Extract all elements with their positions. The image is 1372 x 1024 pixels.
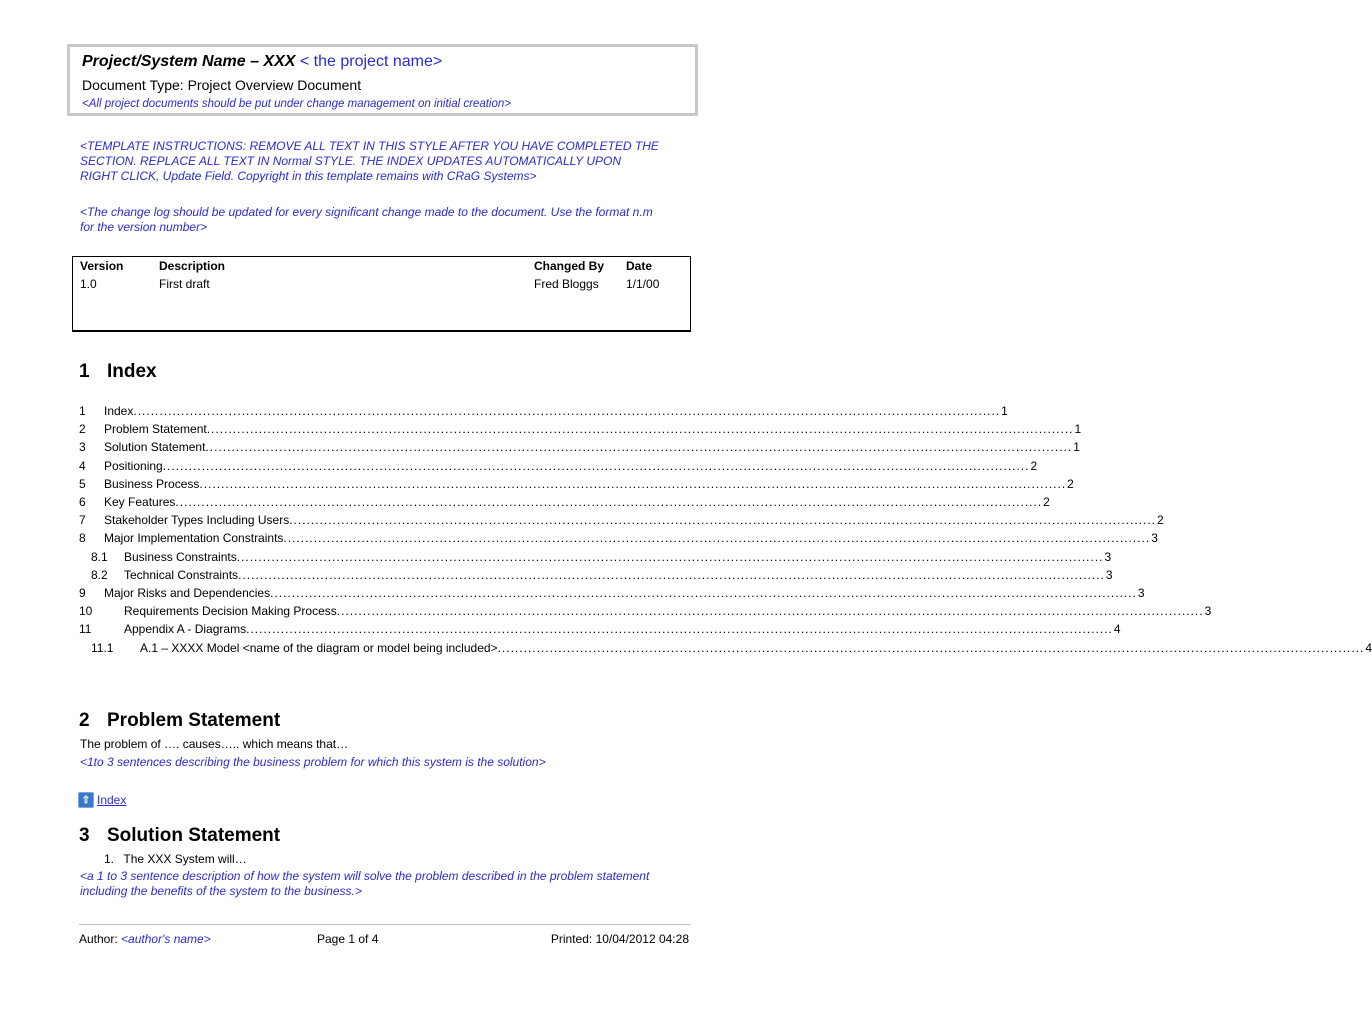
toc-entry[interactable] (79, 531, 1158, 548)
toc-leader-dots: ........................................................................................................................................................................................................ (283, 531, 1151, 546)
section-title: Solution Statement (107, 825, 281, 846)
toc-page-number: 2 (1030, 458, 1038, 473)
toc-title[interactable]: Technical Constraints (124, 567, 239, 582)
toc-page-number: 1 (1001, 404, 1008, 418)
list-text: The XXX System will… (123, 852, 247, 866)
up-arrow-icon[interactable]: ⇧ (78, 792, 94, 808)
toc-number: 3 (79, 440, 86, 455)
instruction-line: SECTION. REPLACE ALL TEXT IN Normal STYLE. THE INDEX UPDATES AUTOMATICALLY UPON (80, 154, 622, 168)
toc-page-number: 2 (1043, 495, 1050, 509)
instruction-line: <The change log should be updated for every significant change made to the document. Use the format n.m (80, 205, 653, 219)
toc-entry[interactable] (79, 422, 1082, 439)
column-header-version: Version (80, 259, 124, 273)
table-cell-date: 1/1/00 (626, 277, 660, 291)
toc-title[interactable]: Business Process (104, 476, 200, 491)
footer-divider (79, 924, 690, 925)
toc-leader-dots: ........................................................................................................................................................................................................ (336, 604, 1204, 619)
toc-number: 4 (79, 458, 86, 473)
toc-entry[interactable] (79, 476, 1074, 494)
toc-page-number: 3 (1204, 604, 1212, 619)
toc-page-number: 3 (1137, 586, 1145, 600)
toc-leader-dots: ........................................................................................................................................................................................................ (289, 513, 1157, 528)
toc-leader-dots: ........................................................................................................................................................................................................ (270, 586, 1137, 600)
column-header-changed-by: Changed By (534, 259, 605, 273)
toc-number: 5 (79, 476, 86, 491)
index-link-label[interactable]: Index (97, 793, 127, 807)
toc-page-number: 3 (1151, 531, 1158, 546)
toc-number: 2 (79, 422, 86, 437)
title-text: Project/System Name – XXX (82, 53, 296, 70)
instruction-line: RIGHT CLICK, Update Field. Copyright in this template remains with CRaG Systems> (80, 169, 537, 183)
toc-entry[interactable] (79, 604, 1212, 621)
document-header-box (67, 44, 698, 116)
toc-title[interactable]: Problem Statement (104, 422, 207, 437)
toc-entry[interactable] (79, 440, 1080, 457)
toc-leader-dots: ........................................................................................................................................................................................................ (162, 458, 1030, 473)
toc-number: 8.2 (91, 567, 108, 582)
template-instructions (80, 139, 700, 184)
toc-leader-dots: ........................................................................................................................................................................................................ (246, 622, 1113, 637)
toc-entry[interactable] (79, 640, 1372, 658)
toc-entry[interactable] (79, 404, 1008, 421)
change-log-table (72, 256, 691, 332)
toc-leader-dots: ........................................................................................................................................................................................................ (236, 549, 1104, 564)
toc-entry[interactable] (79, 622, 1121, 639)
section-number: 3 (79, 825, 90, 846)
toc-entry[interactable] (79, 549, 1112, 567)
toc-leader-dots: ........................................................................................................................................................................................................ (238, 567, 1105, 582)
toc-page-number: 1 (1074, 422, 1082, 437)
problem-instruction: <1to 3 sentences describing the business problem for which this system is the solution> (80, 755, 546, 769)
section-title: Problem Statement (107, 710, 281, 731)
toc-title[interactable]: Major Implementation Constraints (104, 531, 284, 546)
section-heading-solution (79, 825, 280, 847)
toc-title[interactable]: Key Features (104, 495, 176, 509)
toc-number: 11.1 (91, 640, 114, 655)
toc-title[interactable]: A.1 – XXXX Model <name of the diagram or model being included> (140, 640, 498, 655)
toc-title[interactable]: Positioning (104, 458, 163, 473)
toc-leader-dots: ........................................................................................................................................................................................................ (497, 640, 1365, 655)
toc-page-number: 4 (1113, 622, 1121, 637)
column-header-date: Date (626, 259, 653, 273)
solution-list-item (104, 852, 247, 866)
section-number: 2 (79, 710, 90, 731)
author-value: <author's name> (121, 932, 211, 946)
problem-text: The problem of …. causes….. which means that… (80, 737, 349, 751)
toc-number: 7 (79, 513, 86, 528)
instruction-line: <TEMPLATE INSTRUCTIONS: REMOVE ALL TEXT IN THIS STYLE AFTER YOU HAVE COMPLETED THE (80, 139, 659, 153)
toc-title[interactable]: Requirements Decision Making Process (124, 604, 337, 619)
toc-page-number: 3 (1105, 567, 1113, 582)
toc-number: 1 (79, 404, 86, 418)
list-number: 1. (104, 852, 115, 866)
instruction-line: including the benefits of the system to the business.> (80, 884, 362, 898)
toc-entry[interactable] (79, 458, 1038, 476)
column-header-description: Description (159, 259, 226, 273)
toc-entry[interactable] (79, 567, 1113, 585)
section-title: Index (107, 361, 157, 382)
toc-leader-dots: ........................................................................................................................................................................................................ (205, 440, 1073, 455)
table-cell-changed-by: Fred Bloggs (534, 277, 599, 291)
author-label: Author: (79, 932, 118, 946)
toc-title[interactable]: Major Risks and Dependencies (104, 586, 271, 600)
solution-instruction (80, 869, 700, 899)
toc-page-number: 3 (1104, 549, 1112, 564)
toc-number: 8.1 (91, 549, 108, 564)
toc-page-number: 1 (1073, 440, 1080, 455)
toc-number: 11 (79, 622, 92, 637)
toc-leader-dots: ........................................................................................................................................................................................................ (133, 404, 1001, 418)
toc-number: 8 (79, 531, 86, 546)
section-heading-index (79, 361, 157, 383)
back-to-index-link[interactable] (78, 792, 126, 808)
instruction-line: <a 1 to 3 sentence description of how the system will solve the problem described in the problem statement (80, 869, 650, 883)
toc-entry[interactable] (79, 513, 1164, 530)
toc-page-number: 2 (1157, 513, 1164, 528)
table-cell-description: First draft (159, 277, 210, 291)
toc-page-number: 4 (1365, 640, 1372, 655)
toc-title[interactable]: Business Constraints (124, 549, 237, 564)
document-type: Document Type: Project Overview Document (82, 77, 362, 93)
toc-number: 6 (79, 495, 86, 509)
changelog-instructions (80, 205, 700, 235)
project-name-placeholder: < the project name> (299, 53, 443, 70)
table-cell-version: 1.0 (80, 277, 97, 291)
document-title (82, 53, 442, 71)
toc-page-number: 2 (1067, 476, 1074, 491)
toc-leader-dots: ........................................................................................................................................................................................................ (206, 422, 1074, 437)
toc-entry[interactable] (79, 586, 1145, 603)
section-number: 1 (79, 361, 90, 382)
footer-page-number: Page 1 of 4 (317, 932, 379, 946)
section-heading-problem (79, 710, 280, 732)
toc-number: 9 (79, 586, 86, 600)
toc-title[interactable]: Appendix A - Diagrams (124, 622, 247, 637)
toc-leader-dots: ........................................................................................................................................................................................................ (175, 495, 1043, 509)
toc-title[interactable]: Stakeholder Types Including Users (104, 513, 290, 528)
toc-title[interactable]: Index (104, 404, 134, 418)
instruction-line: for the version number> (80, 220, 208, 234)
toc-entry[interactable] (79, 495, 1050, 512)
toc-title[interactable]: Solution Statement (104, 440, 206, 455)
footer-author (79, 932, 211, 946)
change-management-note: <All project documents should be put under change management on initial creation> (82, 98, 511, 110)
footer-printed-date: Printed: 10/04/2012 04:28 (550, 932, 689, 946)
toc-leader-dots: ........................................................................................................................................................................................................ (199, 476, 1067, 491)
toc-number: 10 (79, 604, 93, 619)
